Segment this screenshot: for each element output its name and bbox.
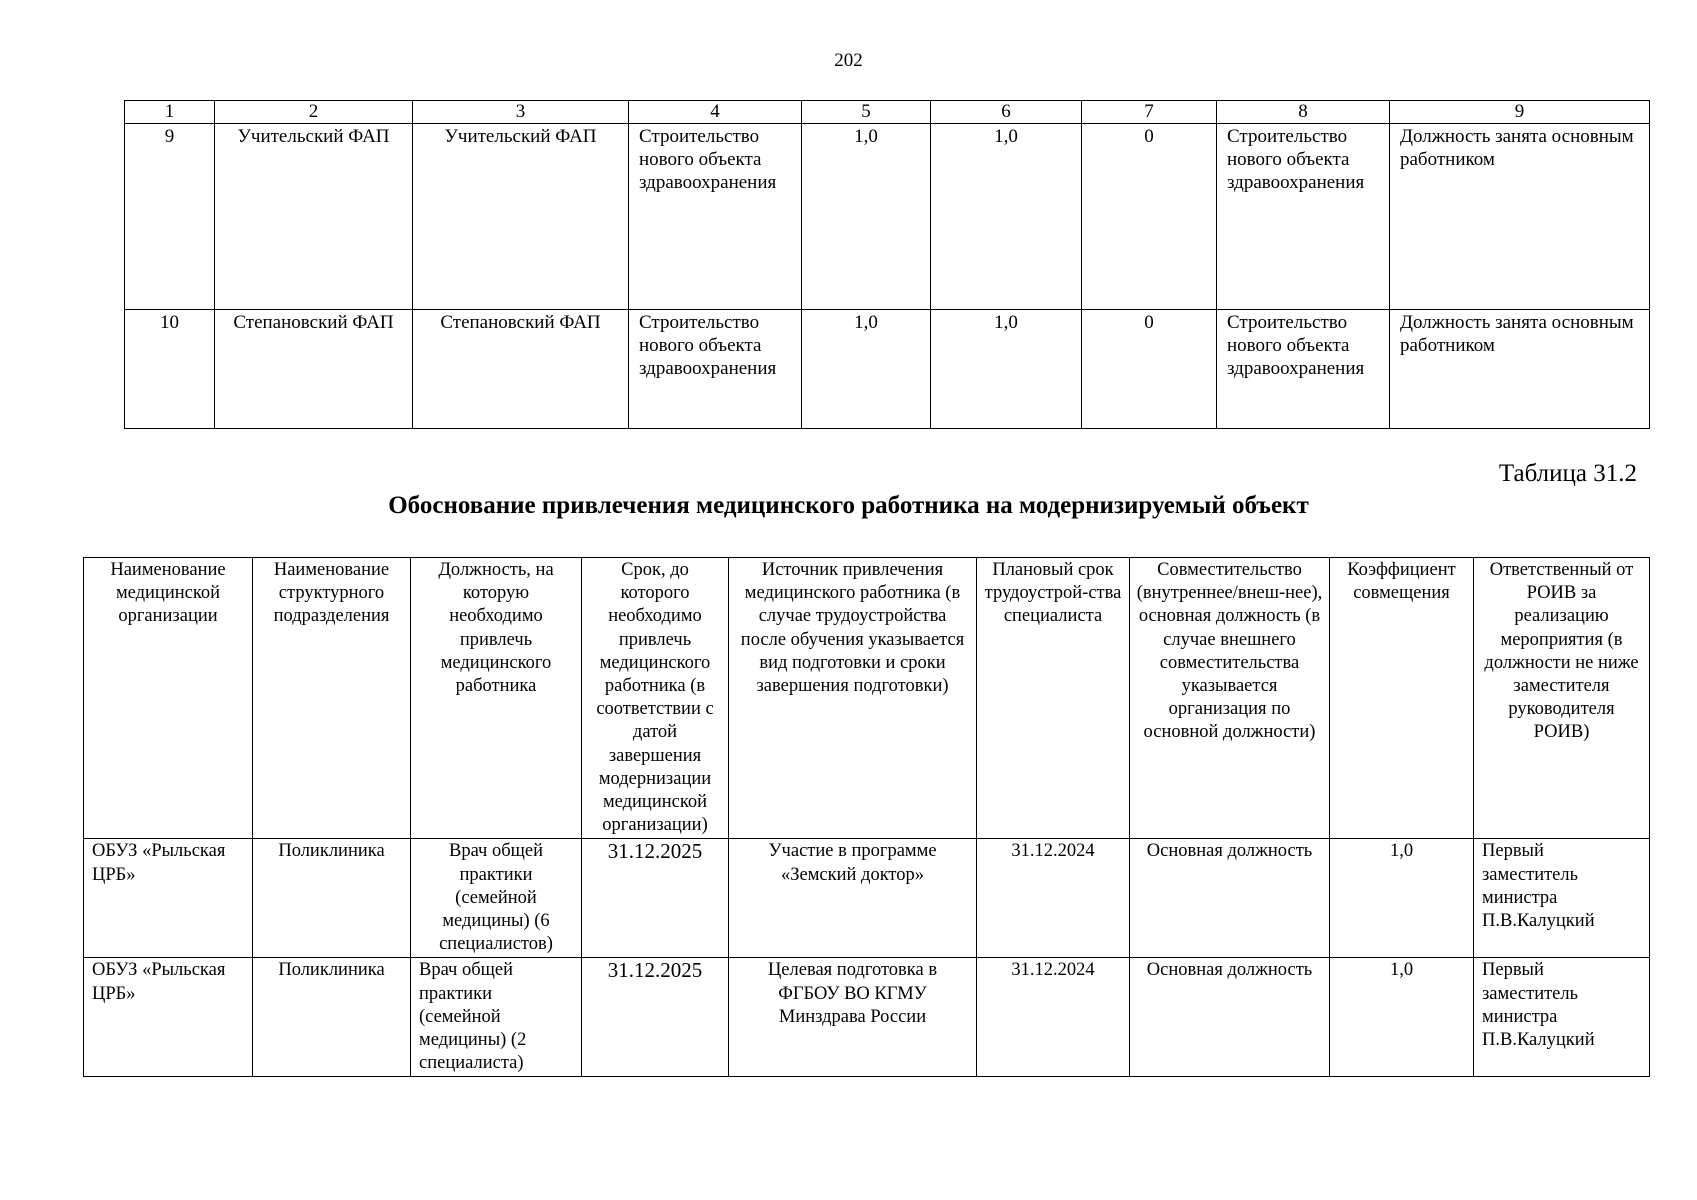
column-number: 6: [931, 101, 1082, 124]
table-row: [84, 839, 1650, 958]
employment-type: Основная должность: [1130, 958, 1330, 1077]
deadline-date: 31.12.2025: [582, 839, 729, 958]
employment-type: Основная должность: [1130, 839, 1330, 958]
unit-name: Поликлиника: [253, 839, 411, 958]
deadline-date: 31.12.2025: [582, 958, 729, 1077]
combination-coefficient: 1,0: [1330, 958, 1474, 1077]
combination-coefficient: 1,0: [1330, 839, 1474, 958]
planned-hire-date: 31.12.2024: [977, 958, 1130, 1077]
table-header-row: [84, 558, 1650, 839]
row-number: 9: [125, 124, 215, 310]
page-number: 202: [834, 50, 863, 71]
position-name: Врач общей практики (семейной медицины) (2 специалиста): [411, 958, 582, 1077]
column-header: Срок, до которого необходимо привлечь медицинского работника (в соответствии с датой завершения модернизации медицинской организации): [582, 558, 729, 839]
column-header: Ответственный от РОИВ за реализацию мероприятия (в должности не ниже заместителя руководителя РОИВ): [1474, 558, 1650, 839]
table-header-row: [125, 101, 1650, 124]
modernization-type: Строительство нового объекта здравоохранения: [1217, 124, 1390, 310]
column-header: Совместительство (внутреннее/внеш-нее), основная должность (в случае внешнего совместительства указывается организация по основной должности): [1130, 558, 1330, 839]
value-cell: 1,0: [802, 124, 931, 310]
column-number: 2: [215, 101, 413, 124]
table-row: [125, 124, 1650, 310]
column-number: 5: [802, 101, 931, 124]
value-cell: 0: [1082, 124, 1217, 310]
planned-hire-date: 31.12.2024: [977, 839, 1130, 958]
column-header: Источник привлечения медицинского работника (в случае трудоустройства после обучения указывается вид подготовки и сроки завершения подготовки): [729, 558, 977, 839]
recruitment-source: Целевая подготовка в ФГБОУ ВО КГМУ Минздрава России: [729, 958, 977, 1077]
column-header: Наименование структурного подразделения: [253, 558, 411, 839]
column-number: 4: [629, 101, 802, 124]
position-status: Должность занята основным работником: [1390, 310, 1650, 429]
column-number: 8: [1217, 101, 1390, 124]
row-number: 10: [125, 310, 215, 429]
value-cell: 1,0: [931, 310, 1082, 429]
value-cell: 0: [1082, 310, 1217, 429]
position-name: Врач общей практики (семейной медицины) (6 специалистов): [411, 839, 582, 958]
table-row: [125, 310, 1650, 429]
unit-name: Поликлиника: [253, 958, 411, 1077]
modernization-type: Строительство нового объекта здравоохранения: [1217, 310, 1390, 429]
position-status: Должность занята основным работником: [1390, 124, 1650, 310]
column-header: Плановый срок трудоустрой-ства специалиста: [977, 558, 1130, 839]
organization-name: Учительский ФАП: [215, 124, 413, 310]
table-title: Обоснование привлечения медицинского работника на модернизируемый объект: [388, 492, 1309, 519]
value-cell: 1,0: [931, 124, 1082, 310]
column-header: Должность, на которую необходимо привлечь медицинского работника: [411, 558, 582, 839]
table-staffing-positions: [124, 100, 1650, 429]
column-number: 1: [125, 101, 215, 124]
table-staff-recruitment: [83, 557, 1650, 1077]
organization-name: ОБУЗ «Рыльская ЦРБ»: [84, 958, 253, 1077]
unit-name: Учительский ФАП: [413, 124, 629, 310]
value-cell: 1,0: [802, 310, 931, 429]
recruitment-source: Участие в программе «Земский доктор»: [729, 839, 977, 958]
table-label: Таблица 31.2: [1498, 460, 1637, 487]
organization-name: ОБУЗ «Рыльская ЦРБ»: [84, 839, 253, 958]
column-header: Наименование медицинской организации: [84, 558, 253, 839]
column-header: Коэффициент совмещения: [1330, 558, 1474, 839]
modernization-type: Строительство нового объекта здравоохранения: [629, 124, 802, 310]
unit-name: Степановский ФАП: [413, 310, 629, 429]
table-row: [84, 958, 1650, 1077]
organization-name: Степановский ФАП: [215, 310, 413, 429]
responsible-official: Первый заместитель министра П.В.Калуцкий: [1474, 839, 1650, 958]
column-number: 7: [1082, 101, 1217, 124]
modernization-type: Строительство нового объекта здравоохранения: [629, 310, 802, 429]
column-number: 3: [413, 101, 629, 124]
responsible-official: Первый заместитель министра П.В.Калуцкий: [1474, 958, 1650, 1077]
column-number: 9: [1390, 101, 1650, 124]
